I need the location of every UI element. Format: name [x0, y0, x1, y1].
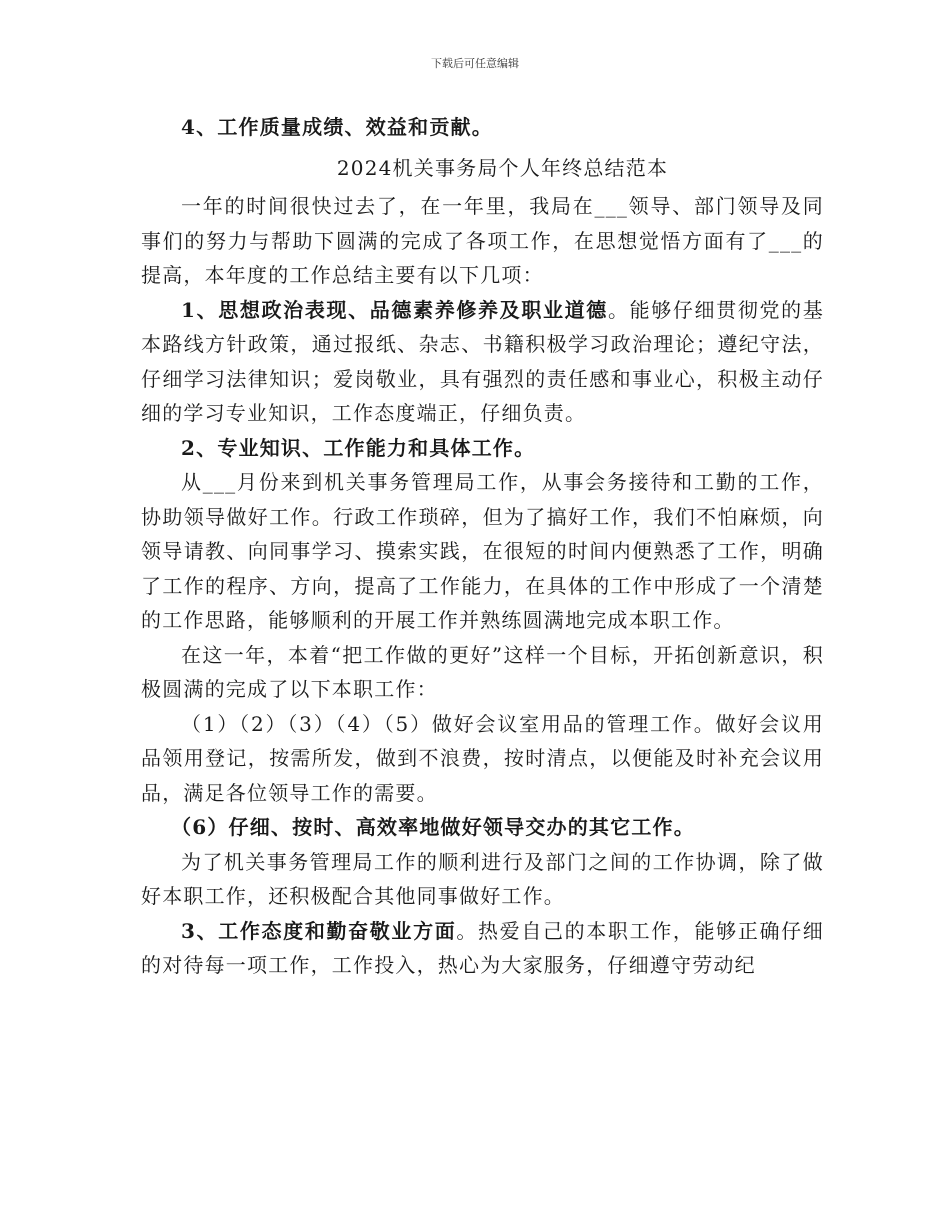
- section-3-text: 。热爱自己的本职工作，能够正确仔细的对待每一项工作，工作投入，热心为大家服务，仔细遵守劳动纪: [141, 918, 824, 977]
- document-title: 2024机关事务局个人年终总结范本: [336, 155, 669, 180]
- section-2-paragraph-2: 在这一年，本着“把工作做的更好”这样一个目标，开拓创新意识，积极圆满的完成了以下本职工作：: [141, 642, 824, 701]
- section-2-paragraph-4: 为了机关事务管理局工作的顺利进行及部门之间的工作协调，除了做好本职工作，还积极配合其他同事做好工作。: [141, 849, 824, 908]
- section-3-paragraph: [141, 914, 824, 983]
- document-body: [141, 110, 824, 983]
- section-2-item-6: （6）仔细、按时、高效率地做好领导交办的其它工作。: [171, 815, 695, 839]
- section-2-paragraph-1: 从___月份来到机关事务管理局工作，从事会务接待和工勤的工作，协助领导做好工作。行政工作琐碎，但为了搞好工作，我们不怕麻烦，向领导请教、向同事学习、摸索实践，在很短的时间内便熟悉了工作，明确了工作的程序、方向，提高了工作能力，在具体的工作中形成了一个清楚的工作思路，能够顺利的开展工作并熟练圆满地完成本职工作。: [141, 470, 824, 632]
- section-2-heading: 2、专业知识、工作能力和具体工作。: [181, 435, 536, 460]
- section-3-heading: 3、工作态度和勤奋敬业方面: [181, 918, 457, 943]
- section-4-heading: 4、工作质量成绩、效益和贡献。: [181, 115, 493, 139]
- section-1-text: 。能够仔细贯彻党的基本路线方针政策，通过报纸、杂志、书籍积极学习政治理论；遵纪守法，仔细学习法律知识；爱岗敬业，具有强烈的责任感和事业心，积极主动仔细的学习专业知识，工作态度端正，仔细负责。: [141, 297, 824, 425]
- page-header-note: 下载后可任意编辑: [431, 57, 519, 70]
- intro-paragraph: 一年的时间很快过去了，在一年里，我局在___领导、部门领导及同事们的努力与帮助下圆满的完成了各项工作，在思想觉悟方面有了___的提高，本年度的工作总结主要有以下几项：: [141, 194, 824, 287]
- section-1-heading: 1、思想政治表现、品德素养修养及职业道德: [181, 297, 608, 322]
- section-1-paragraph: [141, 293, 824, 431]
- section-2-paragraph-3: （1）（2）（3）（4）（5）做好会议室用品的管理工作。做好会议用品领用登记，按需所发，做到不浪费，按时清点，以便能及时补充会议用品，满足各位领导工作的需要。: [141, 711, 824, 805]
